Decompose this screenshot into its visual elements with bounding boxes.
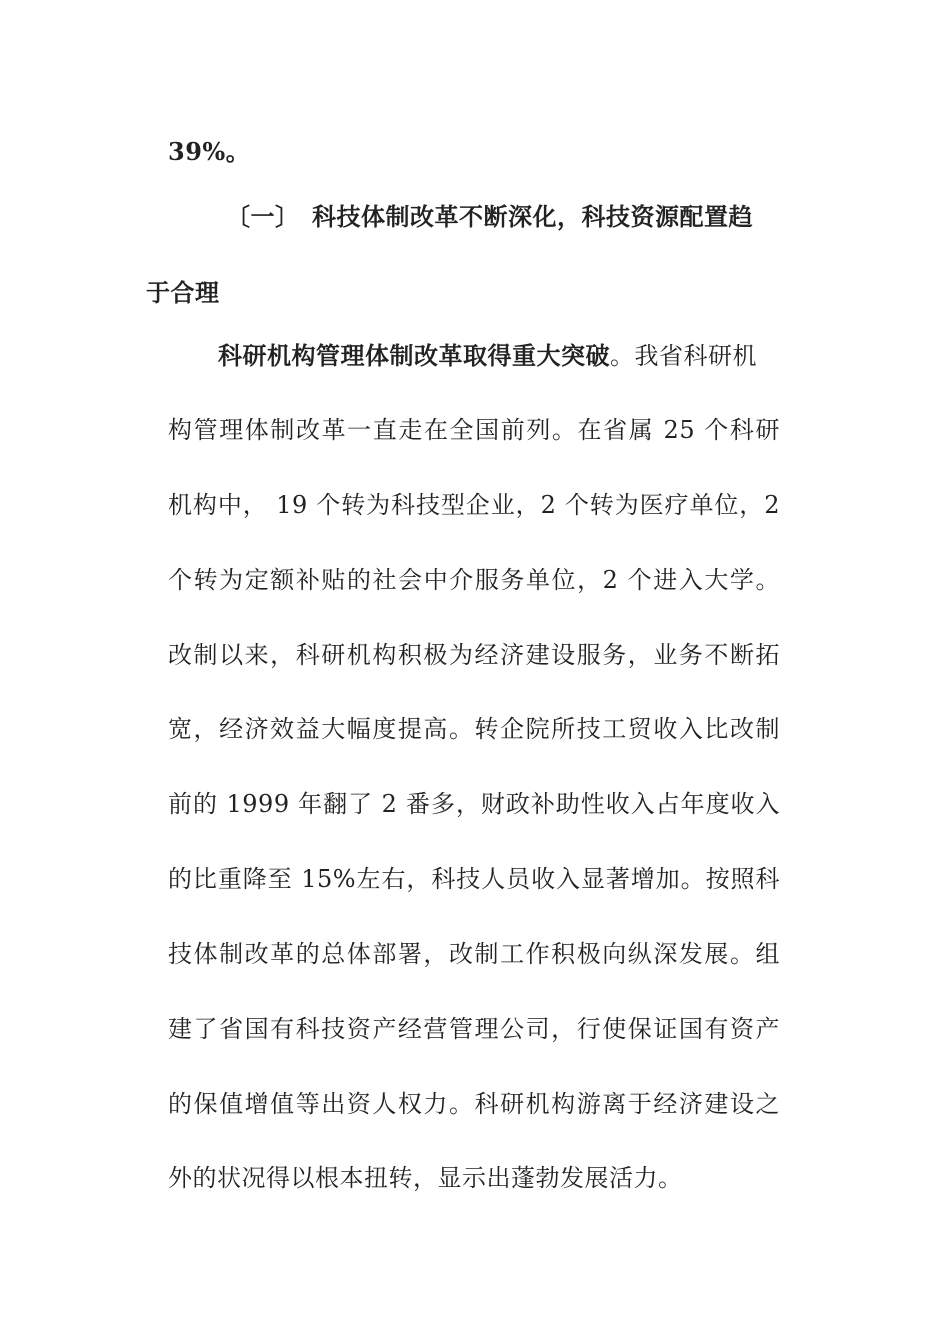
paragraph-line: 机构中， 19 个转为科技型企业，2 个转为医疗单位，2 <box>168 491 780 519</box>
paragraph-line: 宽，经济效益大幅度提高。转企院所技工贸收入比改制 <box>168 715 780 743</box>
continued-percentage-line: 39%。 <box>168 137 251 166</box>
paragraph-line: 技体制改革的总体部署，改制工作积极向纵深发展。组 <box>168 940 780 968</box>
paragraph-line: 个转为定额补贴的社会中介服务单位，2 个进入大学。 <box>168 566 780 594</box>
paragraph-line: 的比重降至 15%左右，科技人员收入显著增加。按照科 <box>168 865 780 893</box>
paragraph-line: 前的 1999 年翻了 2 番多，财政补助性收入占年度收入 <box>168 790 780 818</box>
section-number: 〔一〕 <box>226 202 300 231</box>
section-heading-line-1: 科技体制改革不断深化，科技资源配置趋 <box>312 202 753 231</box>
section-heading-line-2: 于合理 <box>146 278 220 307</box>
paragraph-line: 的保值增值等出资人权力。科研机构游离于经济建设之 <box>168 1090 780 1118</box>
paragraph-lead-bold: 科研机构管理体制改革取得重大突破 <box>218 341 610 370</box>
paragraph-last-line: 外的状况得以根本扭转，显示出蓬勃发展活力。 <box>168 1164 683 1192</box>
paragraph-line: 改制以来，科研机构积极为经济建设服务，业务不断拓 <box>168 641 780 669</box>
paragraph-line: 建了省国有科技资产经营管理公司，行使保证国有资产 <box>168 1015 780 1043</box>
paragraph-first-line <box>218 341 757 371</box>
paragraph-line: 构管理体制改革一直走在全国前列。在省属 25 个科研 <box>168 416 780 444</box>
paragraph-lead-rest: 。我省科研机 <box>610 342 757 370</box>
